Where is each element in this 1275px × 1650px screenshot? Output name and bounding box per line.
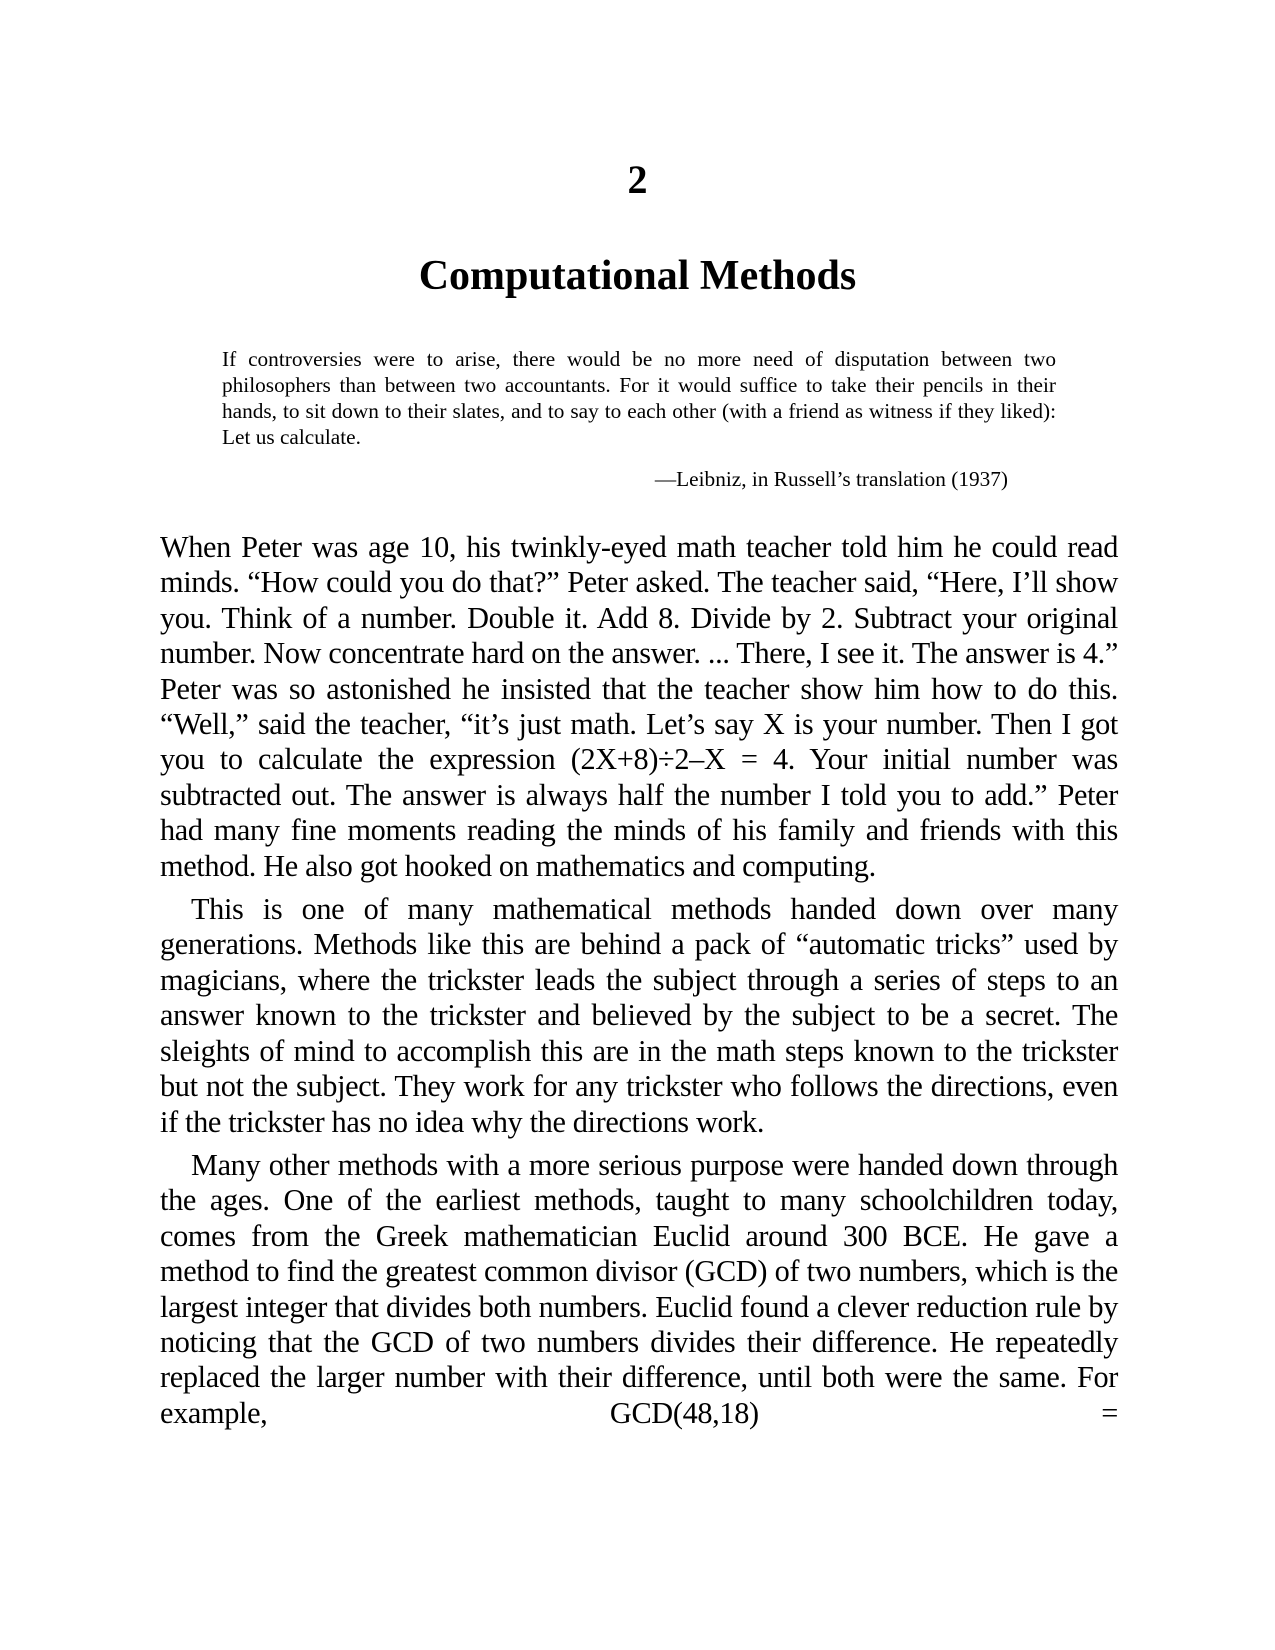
chapter-title: Computational Methods (418, 253, 857, 299)
paragraph-euclid-gcd: Many other methods with a more serious purpose were handed down through the ages. One of the earliest methods, taught to many schoolchildren today, comes from the Greek mathematician Euclid around 300 BCE. He gave a method to find the greatest common divisor (GCD) of two numbers, which is the largest integer that divides both numbers. Euclid found a clever reduction rule by noticing that the GCD of two numbers divides their difference. He repeatedly replaced the larger number with their difference, until both were the same. For example, GCD(48,18) = (160, 1147, 1118, 1430)
chapter-number: 2 (627, 157, 648, 202)
epigraph-attribution: —Leibniz, in Russell’s translation (1937) (654, 467, 1008, 491)
body-text (160, 530, 1118, 1439)
paragraph-mind-reading-story: When Peter was age 10, his twinkly-eyed math teacher told him he could read minds. “How could you do that?” Peter asked. The teacher said, “Here, I’ll show you. Think of a number. Double it. Add 8. Divide by 2. Subtract your original number. Now concentrate hard on the answer. ... There, I see it. The answer is 4.” Peter was so astonished he insisted that the teacher show him how to do this. “Well,” said the teacher, “it’s just math. Let’s say X is your number. Then I got you to calculate the expression (2X+8)÷2–X = 4. Your initial number was subtracted out. The answer is always half the number I told you to add.” Peter had many fine moments reading the minds of his family and friends with this method. He also got hooked on mathematics and computing. (160, 530, 1118, 883)
epigraph (222, 346, 1056, 492)
paragraph-automatic-tricks: This is one of many mathematical methods handed down over many generations. Methods like this are behind a pack of “automatic tricks” used by magicians, where the trickster leads the subject through a series of steps to an answer known to the trickster and believed by the subject to be a secret. The sleights of mind to accomplish this are in the math steps known to the trickster but not the subject. They work for any trickster who follows the directions, even if the trickster has no idea why the directions work. (160, 892, 1118, 1139)
epigraph-quote: If controversies were to arise, there would be no more need of disputation between two philosophers than between two accountants. For it would suffice to take their pencils in their hands, to sit down to their slates, and to say to each other (with a friend as witness if they liked): Let us calculate. (222, 347, 1056, 449)
